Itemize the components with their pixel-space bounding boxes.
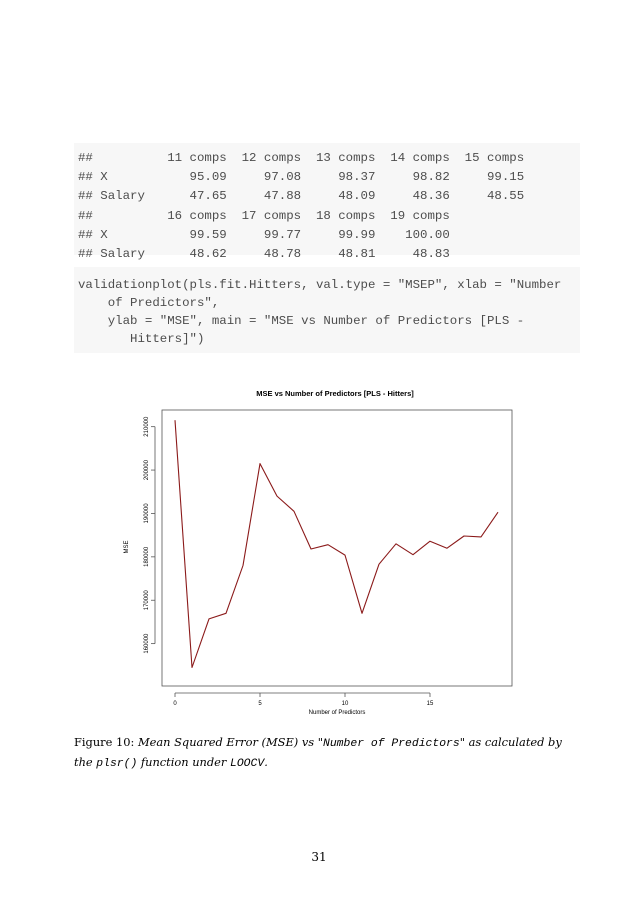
y-tick-label: 170000 — [144, 590, 150, 611]
mse-series-line — [175, 420, 498, 667]
output-line: ## Salary 47.65 47.88 48.09 48.36 48.55 — [78, 189, 525, 204]
code-line: ylab = "MSE", main = "MSE vs Number of Predictors [PLS - — [78, 314, 525, 328]
output-line: ## X 95.09 97.08 98.37 98.82 99.15 — [78, 170, 525, 185]
caption-text: function under — [137, 755, 230, 769]
x-axis-label: Number of Predictors — [308, 710, 366, 716]
output-line: ## 16 comps 17 comps 18 comps 19 comps — [78, 208, 450, 223]
x-tick-label: 15 — [426, 701, 434, 707]
y-tick-label: 190000 — [144, 503, 150, 524]
r-code-block — [74, 267, 580, 353]
plot-frame — [162, 410, 512, 686]
figure-caption — [74, 733, 580, 773]
chart-title: MSE vs Number of Predictors [PLS - Hitters] — [256, 389, 414, 398]
output-line: ## 11 comps 12 comps 13 comps 14 comps 15 comps — [78, 151, 525, 165]
caption-text: ) vs " — [293, 735, 324, 749]
output-line: ## X 99.59 99.77 99.99 100.00 — [78, 227, 450, 242]
r-output-block — [74, 143, 580, 261]
caption-prefix: Figure 10: — [74, 735, 135, 749]
x-tick-label: 0 — [173, 701, 177, 707]
code-line: of Predictors", — [78, 296, 220, 310]
y-tick-label: 210000 — [144, 416, 150, 437]
caption-code: LOOCV — [230, 758, 265, 770]
output-line: ## Salary 48.62 48.78 48.81 48.83 — [78, 246, 450, 261]
caption-text: " as calculated by the — [74, 735, 562, 769]
x-tick-label: 10 — [341, 701, 349, 707]
caption-code: plsr() — [96, 758, 138, 770]
mse-line-chart — [118, 380, 528, 720]
caption-text: Mean Squared Error ( — [137, 735, 266, 749]
y-tick-label: 160000 — [144, 633, 150, 654]
code-line: validationplot(pls.fit.Hitters, val.type = "MSEP", xlab = "Number — [78, 278, 562, 292]
x-tick-label: 5 — [258, 701, 262, 707]
y-tick-label: 200000 — [144, 460, 150, 481]
y-axis-label: MSE — [124, 540, 130, 554]
caption-text: . — [264, 755, 268, 769]
caption-code: Number of Predictors — [323, 738, 460, 750]
code-line: Hitters]") — [78, 332, 205, 346]
caption-abbrev: MSE — [266, 735, 294, 749]
page-number: 31 — [311, 850, 327, 864]
y-tick-label: 180000 — [144, 546, 150, 567]
